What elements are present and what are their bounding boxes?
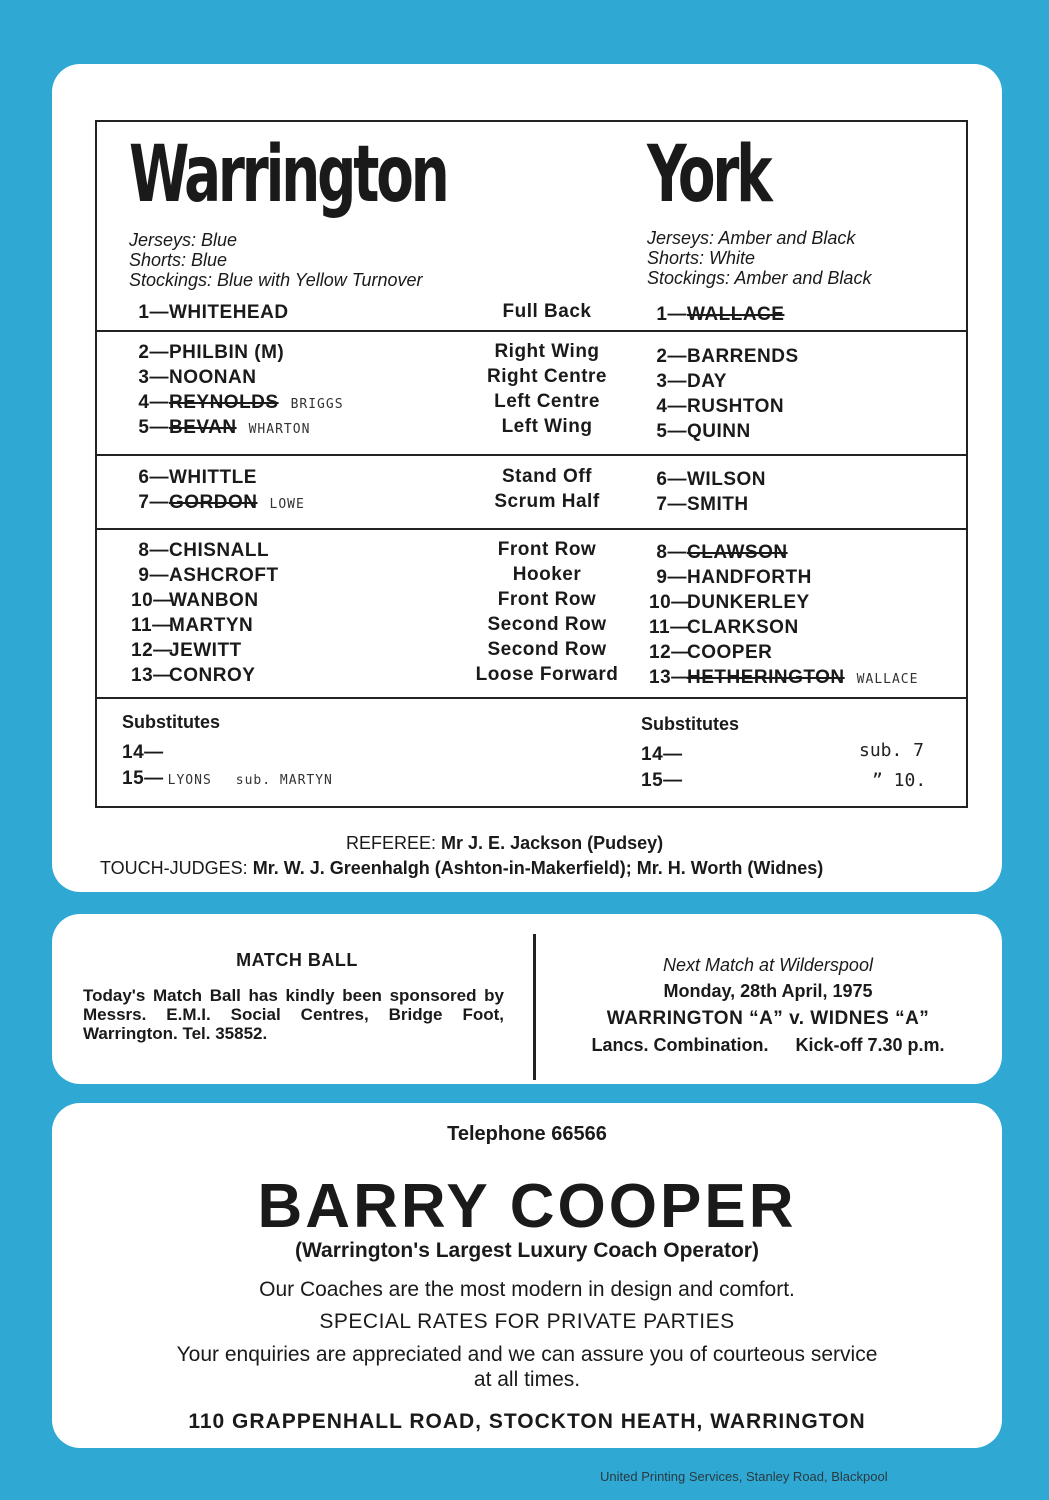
away-kit	[647, 228, 871, 288]
position-label: Left Wing	[501, 416, 593, 437]
player-name: WANBON	[169, 590, 259, 611]
home-player-row	[131, 665, 255, 690]
player-name: CHISNALL	[169, 540, 270, 561]
away-player-row	[649, 494, 749, 519]
away-sub-15	[641, 770, 683, 795]
position-label: Right Wing	[494, 341, 600, 362]
away-player-row	[649, 542, 788, 567]
home-kit-jerseys: Jerseys: Blue	[129, 230, 238, 250]
player-name: DAY	[687, 371, 727, 392]
next-match-teams: WARRINGTON “A” v. WIDNES “A”	[606, 1008, 930, 1029]
next-match-details	[548, 1035, 988, 1056]
player-number: 5—	[138, 417, 169, 438]
position-label: Stand Off	[502, 466, 592, 487]
home-player-row	[131, 615, 253, 640]
match-ball-text: Today's Match Ball has kindly been sponsored by Messrs. E.M.I. Social Centres, Bridge Foot, Warrington. Tel. 35852.	[83, 986, 504, 1043]
player-name: JEWITT	[169, 640, 242, 661]
home-team-name: Warrington	[129, 130, 447, 220]
home-player-row	[131, 417, 310, 442]
advert-subtitle: (Warrington's Largest Luxury Coach Operator)	[295, 1239, 759, 1262]
advert-line: Your enquiries are appreciated and we can assure you of courteous service	[176, 1343, 878, 1366]
home-subs-title: Substitutes	[122, 712, 221, 732]
player-number: 7—	[138, 492, 169, 513]
touch-judges-names: Mr. W. J. Greenhalgh (Ashton-in-Makerfield); Mr. H. Worth (Widnes)	[252, 858, 824, 878]
player-name: BEVAN	[169, 417, 237, 438]
vertical-divider	[533, 934, 536, 1080]
home-player-row	[131, 302, 289, 327]
away-player-row	[649, 567, 812, 592]
player-number: 10—	[649, 592, 691, 613]
player-number: 11—	[649, 617, 690, 638]
player-number: 12—	[649, 642, 691, 663]
home-kit	[129, 230, 422, 290]
player-number: 1—	[656, 304, 687, 325]
player-name: WHITEHEAD	[169, 302, 289, 323]
player-name: NOONAN	[169, 367, 257, 388]
next-match-date: Monday, 28th April, 1975	[663, 981, 873, 1001]
away-kit-jerseys: Jerseys: Amber and Black	[647, 228, 856, 248]
player-name: WALLACE	[687, 304, 785, 325]
home-player-row	[131, 367, 256, 392]
sub-handwritten-name: LYONS	[167, 773, 212, 788]
away-player-row	[649, 304, 784, 329]
home-player-row	[131, 392, 344, 417]
away-team-name: York	[647, 130, 770, 220]
player-number: 13—	[131, 665, 173, 686]
home-player-row	[131, 640, 242, 665]
printer-credit: United Printing Services, Stanley Road, Blackpool	[600, 1469, 888, 1484]
player-number: 9—	[656, 567, 687, 588]
away-kit-stockings: Stockings: Amber and Black	[647, 268, 872, 288]
player-number: 8—	[656, 542, 687, 563]
player-number: 6—	[656, 469, 687, 490]
advert-line: SPECIAL RATES FOR PRIVATE PARTIES	[319, 1310, 735, 1333]
player-number: 3—	[138, 367, 169, 388]
position-label: Front Row	[497, 539, 597, 560]
position-label: Scrum Half	[494, 491, 600, 512]
home-player-row	[131, 540, 269, 565]
away-player-row	[649, 371, 727, 396]
player-number: 9—	[138, 565, 169, 586]
divider	[97, 330, 966, 332]
home-player-row	[131, 467, 257, 492]
home-sub-14	[122, 742, 164, 767]
sub-number: 15—	[641, 770, 683, 791]
player-name: QUINN	[687, 421, 751, 442]
next-match-competition: Lancs. Combination.	[591, 1035, 769, 1055]
away-player-row	[649, 421, 751, 446]
home-player-row	[131, 342, 284, 367]
handwritten-replacement: WALLACE	[856, 672, 919, 687]
player-name: PHILBIN (M)	[169, 342, 285, 363]
player-name: WILSON	[687, 469, 766, 490]
player-name: SMITH	[687, 494, 749, 515]
player-number: 2—	[656, 346, 687, 367]
advert-telephone: Telephone 66566	[447, 1123, 607, 1145]
home-kit-shorts: Shorts: Blue	[129, 250, 228, 270]
player-number: 5—	[656, 421, 687, 442]
player-number: 7—	[656, 494, 687, 515]
sub-handwritten-note: sub. MARTYN	[235, 773, 333, 788]
handwritten-replacement: LOWE	[269, 497, 305, 512]
away-sub-14	[641, 744, 683, 769]
touch-judges-label: TOUCH-JUDGES:	[100, 858, 248, 878]
away-player-row	[649, 396, 784, 421]
player-name: DUNKERLEY	[687, 592, 810, 613]
player-number: 1—	[138, 302, 169, 323]
away-sub-14-note: sub. 7	[859, 740, 925, 761]
away-subs-title: Substitutes	[641, 714, 740, 734]
player-number: 4—	[138, 392, 169, 413]
home-player-row	[131, 565, 279, 590]
home-sub-15	[122, 768, 333, 793]
touch-judges-line	[100, 858, 823, 879]
position-label: Left Centre	[494, 391, 600, 412]
player-number: 11—	[131, 615, 172, 636]
player-number: 8—	[138, 540, 169, 561]
divider	[97, 454, 966, 456]
position-label: Front Row	[497, 589, 597, 610]
sub-number: 15—	[122, 768, 164, 789]
advert-panel	[52, 1103, 1002, 1448]
player-name: WHITTLE	[169, 467, 257, 488]
sub-number: 14—	[641, 744, 683, 765]
away-sub-15-note: ” 10.	[872, 770, 927, 791]
handwritten-replacement: BRIGGS	[290, 397, 344, 412]
player-number: 10—	[131, 590, 173, 611]
referee-name: Mr J. E. Jackson (Pudsey)	[441, 833, 664, 853]
player-name: CLARKSON	[687, 617, 799, 638]
player-name: HANDFORTH	[687, 567, 812, 588]
player-name: CLAWSON	[687, 542, 788, 563]
player-name: CONROY	[169, 665, 256, 686]
position-label: Loose Forward	[475, 664, 619, 685]
divider	[97, 697, 966, 699]
position-label: Second Row	[487, 639, 607, 660]
player-name: MARTYN	[169, 615, 254, 636]
home-kit-stockings: Stockings: Blue with Yellow Turnover	[129, 270, 423, 290]
player-name: GORDON	[169, 492, 258, 513]
player-name: BARRENDS	[687, 346, 799, 367]
position-label: Second Row	[487, 614, 607, 635]
referee-line	[346, 833, 663, 854]
player-number: 13—	[649, 667, 691, 688]
handwritten-replacement: WHARTON	[248, 422, 311, 437]
player-number: 3—	[656, 371, 687, 392]
divider	[97, 528, 966, 530]
info-panel	[52, 914, 1002, 1084]
player-name: ASHCROFT	[169, 565, 279, 586]
next-match-kickoff: Kick-off 7.30 p.m.	[795, 1035, 945, 1055]
player-number: 4—	[656, 396, 687, 417]
advert-address: 110 GRAPPENHALL ROAD, STOCKTON HEATH, WARRINGTON	[188, 1410, 866, 1433]
home-player-row	[131, 492, 305, 517]
home-player-row	[131, 590, 259, 615]
away-player-row	[649, 667, 918, 692]
player-name: RUSHTON	[687, 396, 785, 417]
sub-number: 14—	[122, 742, 164, 763]
away-player-row	[649, 592, 810, 617]
away-kit-shorts: Shorts: White	[647, 248, 756, 268]
player-name: HETHERINGTON	[687, 667, 845, 688]
away-player-row	[649, 346, 799, 371]
away-player-row	[649, 642, 772, 667]
position-label: Hooker	[512, 564, 582, 585]
away-player-row	[649, 617, 799, 642]
player-name: REYNOLDS	[169, 392, 279, 413]
player-name: COOPER	[687, 642, 773, 663]
player-number: 6—	[138, 467, 169, 488]
away-player-row	[649, 469, 766, 494]
advert-line: at all times.	[473, 1368, 581, 1391]
next-match-title: Next Match at Wilderspool	[663, 955, 873, 975]
advert-line: Our Coaches are the most modern in design and comfort.	[259, 1278, 795, 1301]
match-ball-title: MATCH BALL	[236, 950, 358, 970]
position-label: Full Back	[502, 301, 592, 322]
referee-label: REFEREE:	[346, 833, 437, 853]
position-label: Right Centre	[487, 366, 607, 387]
player-number: 12—	[131, 640, 173, 661]
team-sheet	[95, 120, 968, 808]
advert-company-name: BARRY COOPER	[257, 1172, 797, 1241]
player-number: 2—	[138, 342, 169, 363]
team-sheet-panel	[52, 64, 1002, 892]
